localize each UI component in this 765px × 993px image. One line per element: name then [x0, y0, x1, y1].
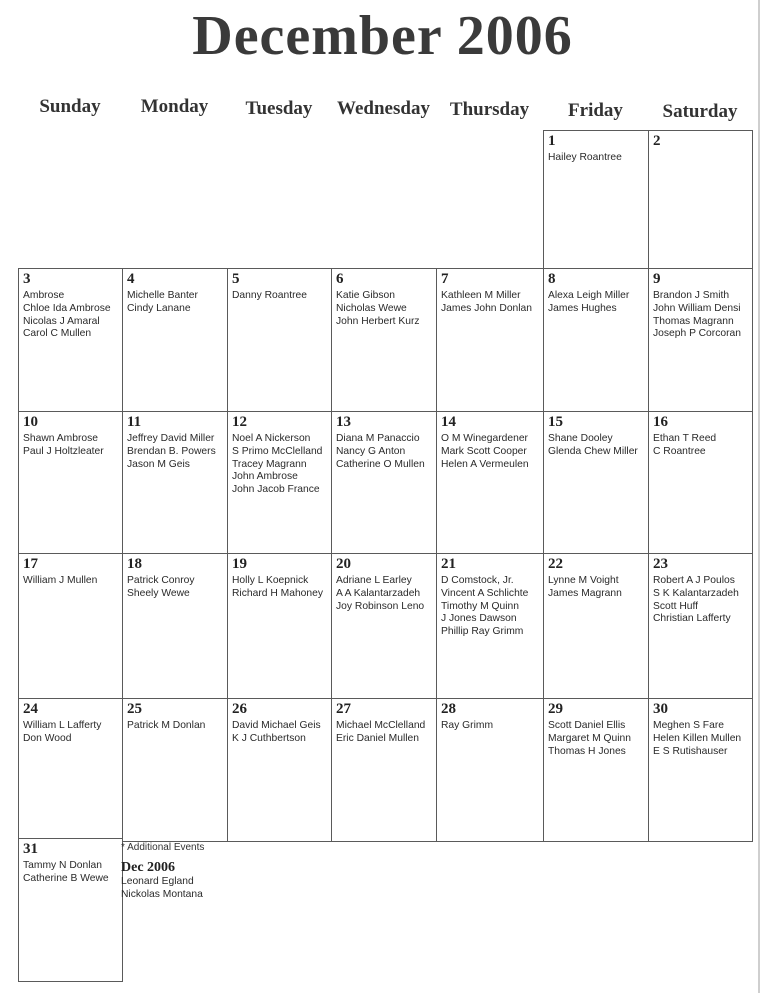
day-cell — [543, 130, 649, 272]
event-entry: Scott Huff — [653, 600, 699, 612]
day-number: 9 — [653, 271, 661, 287]
additional-events — [121, 842, 321, 902]
event-entry: Margaret M Quinn — [548, 732, 631, 744]
weekday-label: Tuesday — [245, 98, 313, 119]
event-entry: Nicholas Wewe — [336, 302, 407, 314]
event-entry: J Jones Dawson — [441, 613, 517, 625]
event-entry: James Hughes — [548, 302, 617, 314]
day-number: 7 — [441, 271, 449, 287]
day-cell — [331, 553, 437, 700]
event-entry: Katie Gibson — [336, 290, 395, 301]
day-number: 14 — [441, 414, 456, 430]
event-list — [23, 290, 120, 341]
event-list — [548, 720, 646, 758]
event-entry: Joy Robinson Leno — [336, 600, 425, 612]
event-entry: Carol C Mullen — [23, 328, 92, 340]
event-entry: A A Kalantarzadeh — [336, 587, 421, 599]
event-list — [441, 575, 541, 639]
day-cell — [543, 553, 649, 700]
event-entry: Noel A Nickerson — [232, 433, 311, 444]
event-entry: Christian Lafferty — [653, 613, 731, 625]
day-number: 27 — [336, 701, 351, 717]
event-list — [441, 290, 541, 316]
event-list — [23, 433, 120, 459]
day-number: 17 — [23, 556, 38, 572]
event-entry: Kathleen M Miller — [441, 290, 521, 301]
additional-events-list — [121, 876, 321, 902]
event-entry: Michael McClelland — [336, 720, 426, 731]
event-entry: Sheely Wewe — [127, 587, 190, 599]
event-list — [653, 433, 750, 459]
day-cell — [331, 698, 437, 842]
event-entry: Holly L Koepnick — [232, 575, 309, 586]
day-number: 29 — [548, 701, 563, 717]
day-cell — [436, 553, 544, 700]
event-entry: S Primo McClelland — [232, 445, 323, 457]
event-list — [232, 290, 329, 303]
day-cell — [436, 411, 544, 557]
day-cell — [543, 411, 649, 557]
calendar-title: December 2006 — [192, 5, 573, 67]
event-entry: Robert A J Poulos — [653, 575, 735, 586]
event-entry: Patrick Conroy — [127, 575, 195, 586]
day-cell — [648, 698, 753, 842]
event-entry: Helen A Vermeulen — [441, 458, 529, 470]
day-cell — [331, 268, 437, 412]
additional-event-entry: Leonard Egland — [121, 876, 194, 887]
weekday-label: Friday — [568, 100, 623, 121]
event-entry: Tammy N Donlan — [23, 860, 102, 871]
event-list — [336, 575, 434, 613]
event-entry: Don Wood — [23, 732, 72, 744]
day-cell — [227, 268, 332, 412]
day-number: 26 — [232, 701, 247, 717]
day-number: 16 — [653, 414, 668, 430]
day-number: 19 — [232, 556, 247, 572]
event-entry: Ethan T Reed — [653, 433, 717, 444]
event-entry: Glenda Chew Miller — [548, 445, 638, 457]
event-list — [548, 152, 646, 165]
event-entry: S K Kalantarzadeh — [653, 587, 739, 599]
event-entry: Helen Killen Mullen — [653, 732, 742, 744]
day-number: 4 — [127, 271, 135, 287]
event-list — [127, 575, 225, 601]
event-entry: John Herbert Kurz — [336, 315, 420, 327]
day-cell — [436, 698, 544, 842]
event-entry: Scott Daniel Ellis — [548, 720, 626, 731]
day-cell — [122, 698, 228, 842]
event-list — [127, 290, 225, 316]
day-number: 24 — [23, 701, 38, 717]
day-cell — [18, 553, 123, 700]
day-cell — [122, 268, 228, 412]
event-list — [653, 290, 750, 341]
event-entry: Ambrose — [23, 290, 65, 301]
event-entry: Diana M Panaccio — [336, 433, 420, 444]
day-number: 30 — [653, 701, 668, 717]
day-cell — [18, 411, 123, 557]
event-entry: Adriane L Earley — [336, 575, 412, 586]
event-entry: Brandon J Smith — [653, 290, 730, 301]
day-number: 18 — [127, 556, 142, 572]
day-number: 21 — [441, 556, 456, 572]
event-list — [232, 720, 329, 746]
event-entry: Jason M Geis — [127, 458, 190, 470]
day-cell — [227, 411, 332, 557]
additional-events-note: * Additional Events — [121, 842, 205, 853]
day-cell — [543, 698, 649, 842]
day-cell — [543, 268, 649, 412]
event-entry: C Roantree — [653, 445, 706, 457]
day-cell — [227, 698, 332, 842]
day-number: 1 — [548, 133, 556, 149]
event-entry: Joseph P Corcoran — [653, 328, 741, 340]
event-entry: O M Winegardener — [441, 433, 528, 444]
event-list — [336, 720, 434, 746]
event-list — [548, 433, 646, 459]
event-entry: Alexa Leigh Miller — [548, 290, 630, 301]
day-number: 23 — [653, 556, 668, 572]
event-entry: Tracey Magrann — [232, 458, 307, 470]
day-number: 28 — [441, 701, 456, 717]
event-list — [23, 720, 120, 746]
day-number: 11 — [127, 414, 142, 430]
event-entry: Nancy G Anton — [336, 445, 406, 457]
event-entry: James Magrann — [548, 587, 622, 599]
day-number: 25 — [127, 701, 142, 717]
page-edge — [758, 0, 760, 993]
weekday-label: Monday — [140, 96, 209, 117]
event-entry: William J Mullen — [23, 575, 98, 586]
day-cell — [122, 553, 228, 700]
day-cell — [18, 838, 123, 982]
event-entry: Shane Dooley — [548, 433, 613, 444]
day-number: 5 — [232, 271, 240, 287]
event-entry: Ray Grimm — [441, 720, 494, 731]
event-list — [23, 575, 120, 588]
day-number: 2 — [653, 133, 661, 149]
event-entry: Mark Scott Cooper — [441, 445, 527, 457]
day-number: 31 — [23, 841, 38, 857]
additional-event-entry: Nickolas Montana — [121, 888, 203, 900]
day-cell — [436, 268, 544, 412]
day-number: 13 — [336, 414, 351, 430]
event-entry: Vincent A Schlichte — [441, 587, 529, 599]
event-entry: Jeffrey David Miller — [127, 433, 215, 444]
day-cell — [648, 268, 753, 412]
event-entry: Thomas H Jones — [548, 745, 626, 757]
event-entry: Timothy M Quinn — [441, 600, 520, 612]
event-list — [232, 575, 329, 601]
event-list — [336, 290, 434, 328]
event-list — [441, 433, 541, 471]
day-number: 8 — [548, 271, 556, 287]
event-entry: Meghen S Fare — [653, 720, 724, 731]
event-entry: John Jacob France — [232, 484, 320, 496]
event-entry: John William Densi — [653, 302, 741, 314]
additional-events-heading: Dec 2006 — [121, 860, 176, 875]
event-entry: K J Cuthbertson — [232, 732, 306, 744]
event-list — [548, 290, 646, 316]
event-entry: David Michael Geis — [232, 720, 321, 731]
day-number: 12 — [232, 414, 247, 430]
day-cell — [18, 268, 123, 412]
event-entry: John Ambrose — [232, 471, 298, 483]
event-entry: Chloe Ida Ambrose — [23, 302, 111, 314]
event-entry: Lynne M Voight — [548, 575, 619, 586]
event-entry: William L Lafferty — [23, 720, 102, 731]
event-entry: James John Donlan — [441, 302, 533, 314]
weekday-label: Wednesday — [337, 98, 430, 119]
day-cell — [648, 553, 753, 700]
day-cell — [648, 411, 753, 557]
event-list — [653, 575, 750, 626]
event-list — [548, 575, 646, 601]
day-cell — [122, 411, 228, 557]
event-list — [23, 860, 120, 886]
event-entry: Richard H Mahoney — [232, 587, 323, 599]
day-number: 10 — [23, 414, 38, 430]
day-number: 20 — [336, 556, 351, 572]
event-entry: Cindy Lanane — [127, 302, 191, 314]
weekday-label: Sunday — [39, 96, 101, 117]
event-entry: Brendan B. Powers — [127, 445, 216, 457]
event-entry: Shawn Ambrose — [23, 433, 98, 444]
event-entry: Paul J Holtzleater — [23, 445, 104, 457]
event-entry: Eric Daniel Mullen — [336, 732, 419, 744]
event-entry: Patrick M Donlan — [127, 720, 206, 731]
day-number: 6 — [336, 271, 344, 287]
event-list — [127, 720, 225, 733]
weekday-label: Thursday — [449, 99, 530, 120]
event-entry: D Comstock, Jr. — [441, 575, 514, 586]
event-list — [441, 720, 541, 733]
event-entry: Catherine B Wewe — [23, 872, 109, 884]
day-number: 22 — [548, 556, 563, 572]
day-number: 3 — [23, 271, 31, 287]
event-list — [232, 433, 329, 497]
day-cell — [18, 698, 123, 842]
event-list — [653, 720, 750, 758]
event-entry: Hailey Roantree — [548, 152, 622, 163]
event-entry: Michelle Banter — [127, 290, 198, 301]
event-entry: Phillip Ray Grimm — [441, 626, 524, 638]
event-entry: E S Rutishauser — [653, 745, 728, 757]
day-cell — [648, 130, 753, 272]
day-number: 15 — [548, 414, 563, 430]
event-list — [127, 433, 225, 471]
day-cell — [227, 553, 332, 700]
event-list — [336, 433, 434, 471]
event-entry: Catherine O Mullen — [336, 458, 425, 470]
day-cell — [331, 411, 437, 557]
event-entry: Thomas Magrann — [653, 315, 734, 327]
event-entry: Nicolas J Amaral — [23, 315, 100, 327]
weekday-label: Saturday — [662, 101, 738, 122]
event-entry: Danny Roantree — [232, 290, 307, 301]
